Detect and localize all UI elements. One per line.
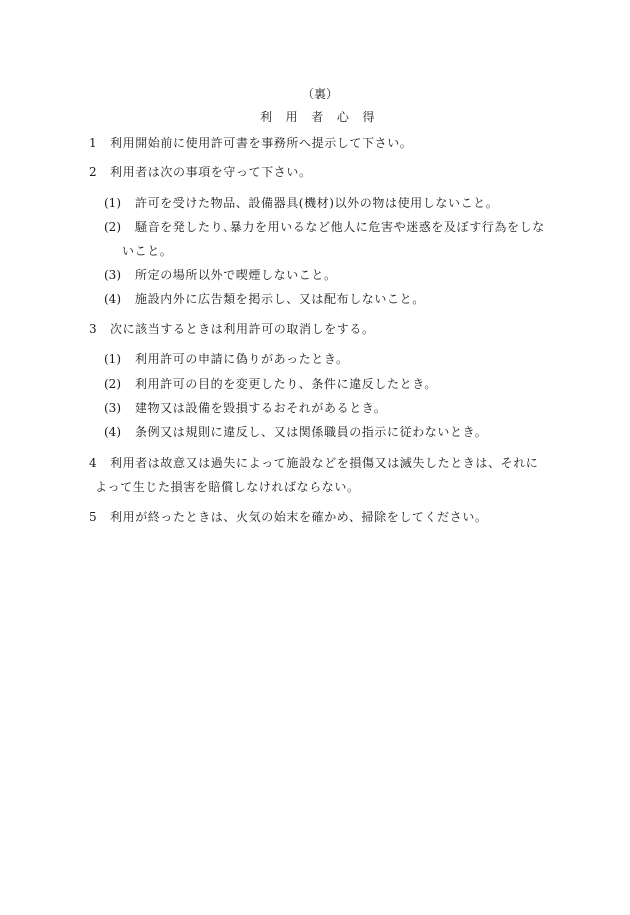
item-continuation: よって生じた損害を賠償しなければならない。 <box>95 480 360 494</box>
subitem-text: 騒音を発したり､暴力を用いるなど他人に危害や迷惑を及ぼす行為をしな <box>135 220 545 234</box>
title-char: 利 <box>260 110 273 124</box>
subitem-number: (1) <box>104 352 121 366</box>
title-char: 心 <box>336 110 350 124</box>
item-text: 利用開始前に使用許可書を事務所へ提示して下さい。 <box>110 136 413 150</box>
subitem-continuation: いこと。 <box>122 244 173 258</box>
subitem-number: (3) <box>104 268 121 282</box>
item-text: 利用者は故意又は過失によって施設などを損傷又は滅失したときは、それに <box>110 456 539 470</box>
subitem-text: 条例又は規則に違反し、又は関係職員の指示に従わないとき。 <box>135 425 488 439</box>
item-text: 次に該当するときは利用許可の取消しをする。 <box>110 322 375 336</box>
item-number: 1 <box>89 136 97 150</box>
item-number: 5 <box>89 510 97 524</box>
item-number: 3 <box>89 322 97 336</box>
subitem-number: (3) <box>104 401 121 415</box>
item-text: 利用者は次の事項を守って下さい。 <box>110 165 312 179</box>
title-char: 用 <box>285 110 299 124</box>
title-char: 者 <box>311 110 324 124</box>
subitem-number: (1) <box>104 196 121 210</box>
subitem-number: (2) <box>104 220 121 234</box>
subitem-text: 建物又は設備を毀損するおそれがあるとき。 <box>135 401 387 415</box>
document-title <box>260 109 375 125</box>
title-char: 得 <box>362 110 376 124</box>
subitem-text: 許可を受けた物品、設備器具(機材)以外の物は使用しないこと。 <box>135 196 499 210</box>
subitem-text: 利用許可の目的を変更したり、条件に違反したとき。 <box>135 377 437 391</box>
subitem-number: (4) <box>104 292 121 306</box>
subitem-text: 利用許可の申請に偽りがあったとき。 <box>135 352 349 366</box>
subitem-text: 施設内外に広告類を掲示し、又は配布しないこと。 <box>135 292 425 306</box>
item-number: 4 <box>89 456 97 470</box>
subitem-number: (4) <box>104 425 121 439</box>
item-text: 利用が終ったときは、火気の始末を確かめ、掃除をしてください。 <box>110 510 488 524</box>
subitem-number: (2) <box>104 377 121 391</box>
subitem-text: 所定の場所以外で喫煙しないこと。 <box>135 268 337 282</box>
item-number: 2 <box>89 165 97 179</box>
header-label: （裏） <box>302 87 339 101</box>
